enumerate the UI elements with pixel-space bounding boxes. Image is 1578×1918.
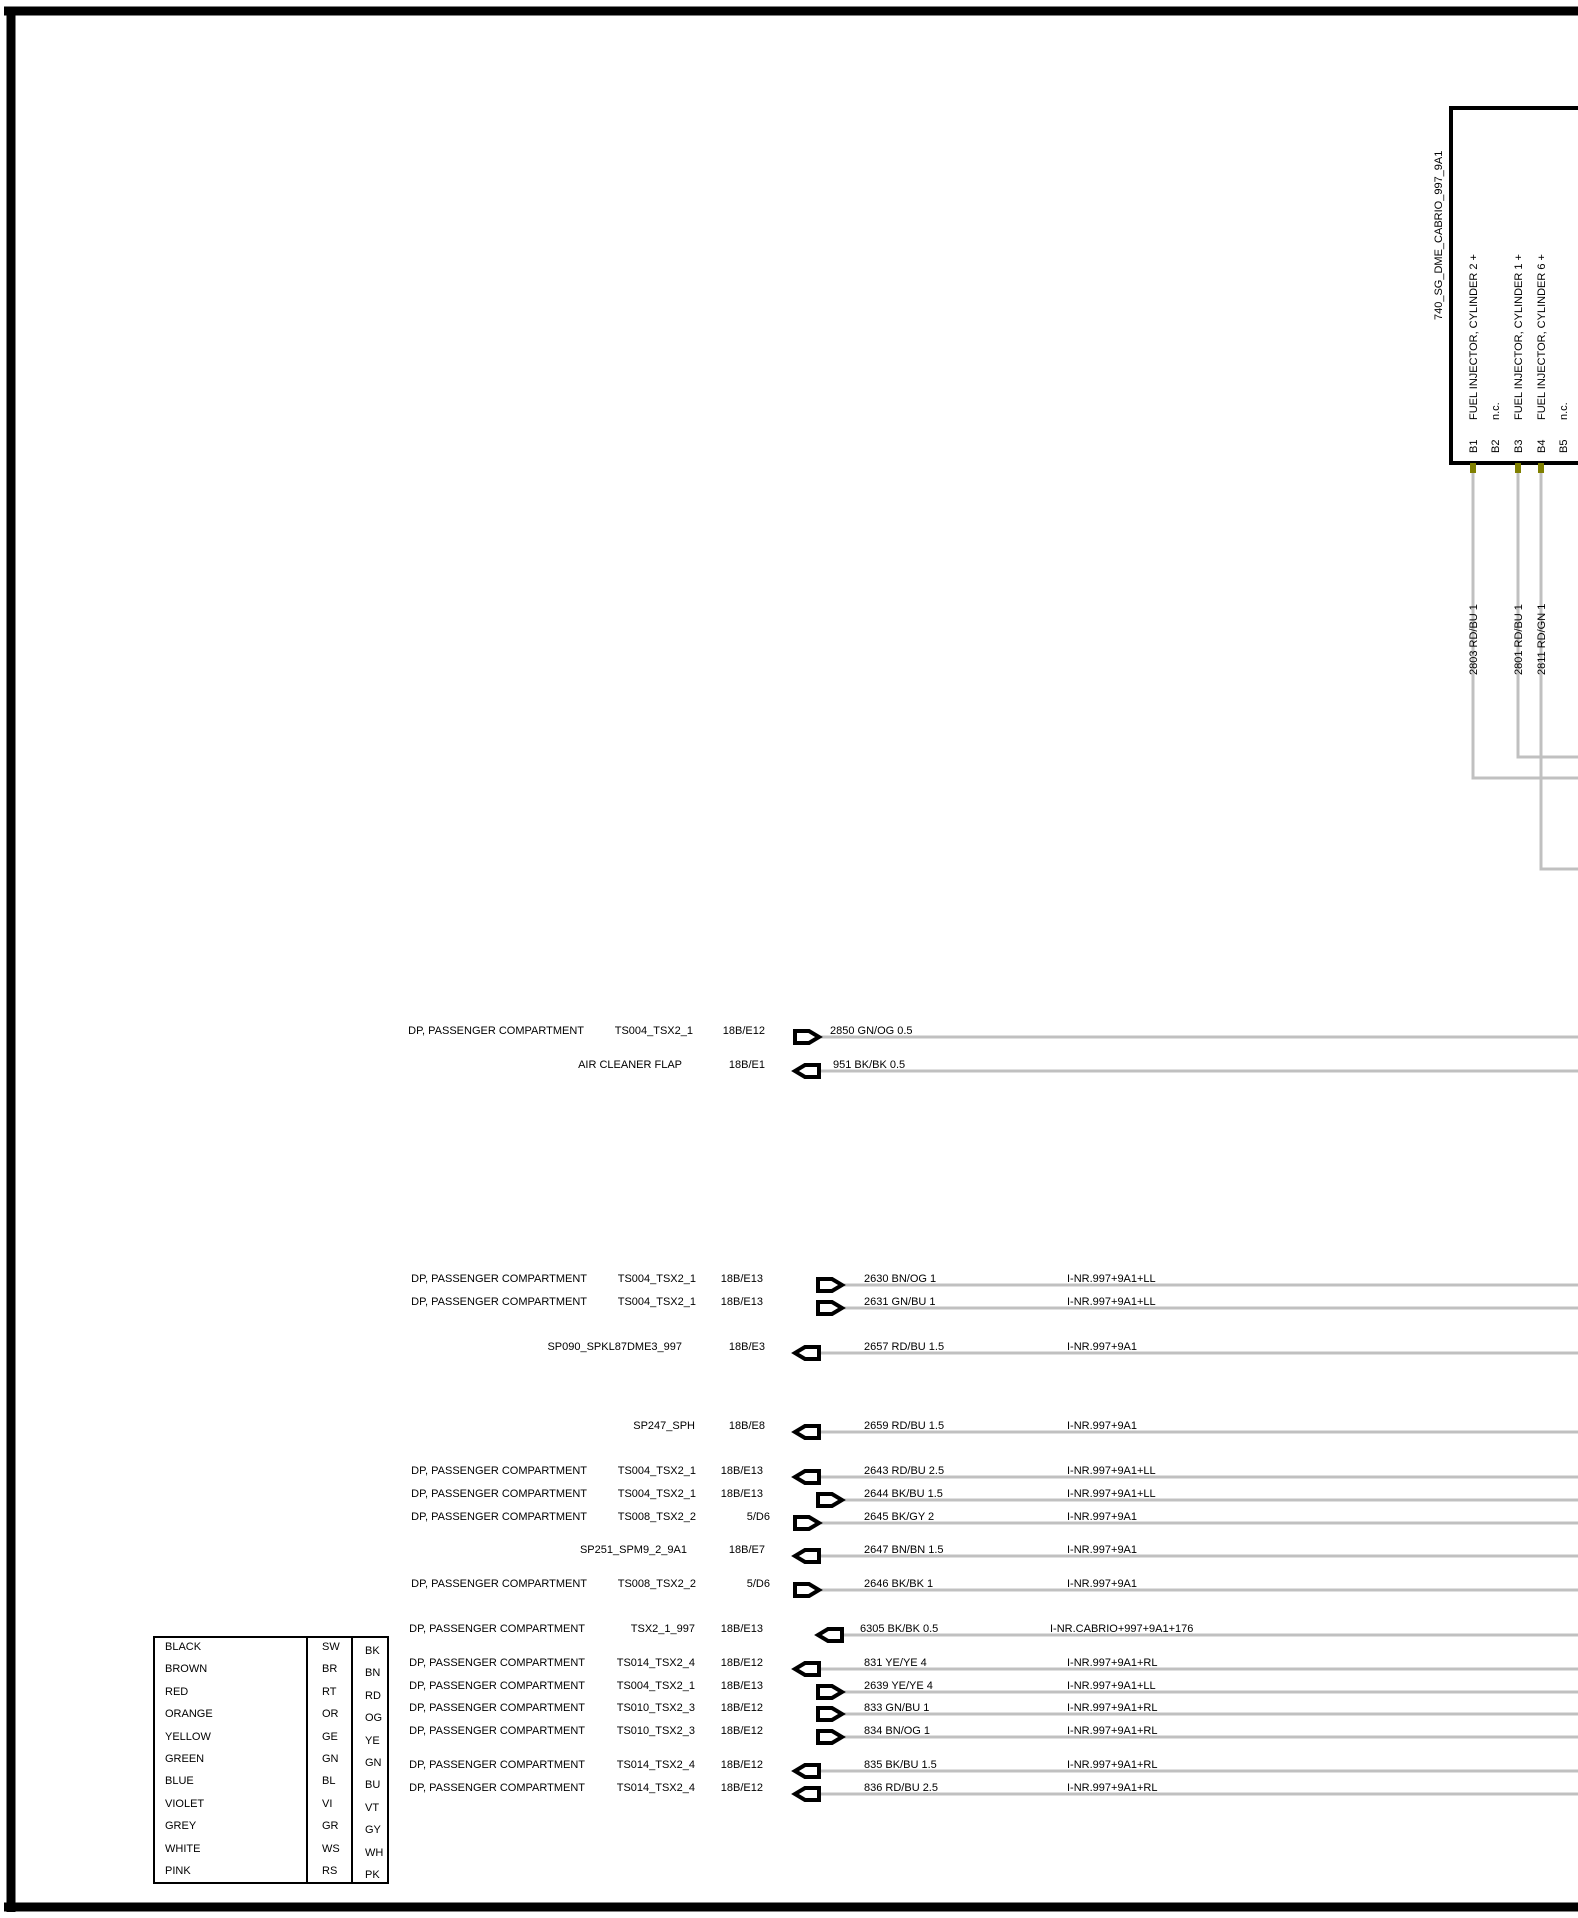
incoming-connector-arrow <box>795 1426 819 1438</box>
pin-group <box>1468 254 1578 869</box>
legend-english-code: BN <box>365 1667 381 1680</box>
legend-german-code: RS <box>322 1865 338 1877</box>
legend-english-code: WH <box>365 1846 384 1859</box>
sheet-frame <box>4 7 1578 1912</box>
legend-color-name: BLUE <box>165 1775 194 1788</box>
pin-terminal <box>1538 463 1544 473</box>
wire-label: 836 RD/BU 2.5 <box>864 1782 938 1794</box>
pin-terminal <box>1515 463 1521 473</box>
connection-description: DP, PASSENGER COMPARTMENT <box>409 1657 585 1669</box>
pin-label: FUEL INJECTOR, CYLINDER 2 + <box>1468 254 1480 420</box>
legend-german-code: VI <box>322 1797 333 1810</box>
legend-color-name: RED <box>165 1685 189 1698</box>
connection-description: DP, PASSENGER COMPARTMENT <box>409 1702 585 1714</box>
grid-reference: 18B/E13 <box>720 1623 763 1635</box>
installation-note: I-NR.997+9A1+RL <box>1067 1702 1158 1714</box>
connection-row <box>409 1725 1578 1743</box>
incoming-connector-arrow <box>818 1629 842 1641</box>
wire-label: 2850 GN/OG 0.5 <box>830 1025 913 1037</box>
grid-reference: 18B/E12 <box>720 1702 763 1714</box>
connection-description: DP, PASSENGER COMPARTMENT <box>409 1680 585 1692</box>
wire-label: 835 BK/BU 1.5 <box>864 1759 937 1771</box>
grid-reference: 18B/E12 <box>720 1759 763 1771</box>
connection-point: TS004_TSX2_1 <box>617 1488 696 1500</box>
legend-english-code: OG <box>365 1712 383 1725</box>
pin-wire <box>1473 473 1578 778</box>
legend-english-code: GY <box>365 1824 381 1837</box>
wire-label: 2643 RD/BU 2.5 <box>864 1465 945 1477</box>
connection-point: TS004_TSX2_1 <box>617 1296 696 1308</box>
wire-label: 2631 GN/BU 1 <box>864 1296 936 1308</box>
connection-description: DP, PASSENGER COMPARTMENT <box>408 1025 584 1037</box>
color-legend <box>153 1636 389 1884</box>
installation-note: I-NR.997+9A1+LL <box>1067 1296 1156 1308</box>
installation-note: I-NR.CABRIO+997+9A1+176 <box>1050 1623 1194 1635</box>
installation-note: I-NR.997+9A1+LL <box>1067 1273 1156 1285</box>
connection-row <box>409 1702 1578 1720</box>
connection-row <box>633 1420 1578 1438</box>
connection-point: TS004_TSX2_1 <box>614 1025 693 1037</box>
legend-german-codes <box>306 1638 353 1882</box>
connection-description: DP, PASSENGER COMPARTMENT <box>411 1296 587 1308</box>
connection-row <box>411 1296 1578 1314</box>
grid-reference: 5/D6 <box>746 1578 770 1590</box>
pin-number: B5 <box>1558 439 1570 453</box>
grid-reference: 18B/E13 <box>720 1273 763 1285</box>
connection-point: TS014_TSX2_4 <box>616 1759 695 1771</box>
connection-row <box>408 1025 1578 1043</box>
connection-description: DP, PASSENGER COMPARTMENT <box>409 1623 585 1635</box>
connection-point: TS014_TSX2_4 <box>616 1782 695 1794</box>
connection-row <box>547 1341 1578 1359</box>
grid-reference: 18B/E13 <box>720 1296 763 1308</box>
wire-label: 833 GN/BU 1 <box>864 1702 930 1714</box>
grid-reference: 18B/E13 <box>720 1680 763 1692</box>
legend-german-code: GN <box>322 1753 339 1765</box>
connection-row <box>409 1680 1578 1698</box>
pin-label: FUEL INJECTOR, CYLINDER 6 + <box>1536 254 1548 420</box>
installation-note: I-NR.997+9A1 <box>1067 1511 1138 1523</box>
legend-color-name: BROWN <box>165 1663 208 1676</box>
grid-reference: 18B/E8 <box>728 1420 765 1432</box>
connection-point: TS010_TSX2_3 <box>616 1725 695 1737</box>
control-unit-block <box>1433 108 1578 463</box>
legend-german-code: BL <box>322 1775 336 1788</box>
installation-note: I-NR.997+9A1 <box>1067 1578 1138 1590</box>
connection-point: TS010_TSX2_3 <box>616 1702 695 1714</box>
incoming-connector-arrow <box>795 1347 819 1359</box>
installation-note: I-NR.997+9A1+RL <box>1067 1759 1158 1771</box>
connection-description: DP, PASSENGER COMPARTMENT <box>409 1725 585 1737</box>
connection-row <box>411 1511 1578 1529</box>
connection-rows <box>408 1025 1578 1800</box>
outgoing-connector-arrow <box>818 1279 842 1291</box>
grid-reference: 18B/E12 <box>722 1025 765 1037</box>
connection-description: DP, PASSENGER COMPARTMENT <box>411 1488 587 1500</box>
wire-label: 2657 RD/BU 1.5 <box>864 1341 945 1353</box>
wire-label: 2659 RD/BU 1.5 <box>864 1420 945 1432</box>
wire-label: 2647 BN/BN 1.5 <box>864 1544 944 1556</box>
pin-number: B1 <box>1468 439 1480 453</box>
legend-english-codes <box>351 1638 387 1882</box>
pin-terminal <box>1470 463 1476 473</box>
incoming-connector-arrow <box>795 1471 819 1483</box>
connection-point: TS014_TSX2_4 <box>616 1657 695 1669</box>
wire-label: 2645 BK/GY 2 <box>864 1511 935 1523</box>
installation-note: I-NR.997+9A1+LL <box>1067 1680 1156 1692</box>
installation-note: I-NR.997+9A1+RL <box>1067 1657 1158 1669</box>
pin-label: n.c. <box>1490 402 1502 420</box>
connection-description: SP251_SPM9_2_9A1 <box>579 1544 687 1556</box>
grid-reference: 18B/E3 <box>728 1341 765 1353</box>
legend-german-code: OR <box>322 1708 339 1721</box>
installation-note: I-NR.997+9A1 <box>1067 1341 1138 1353</box>
connection-point: TS004_TSX2_1 <box>617 1465 696 1477</box>
legend-english-code: RD <box>365 1689 381 1702</box>
legend-color-name: WHITE <box>165 1842 201 1855</box>
installation-note: I-NR.997+9A1 <box>1067 1420 1138 1432</box>
wire-label: 2646 BK/BK 1 <box>864 1578 934 1590</box>
connection-description: DP, PASSENGER COMPARTMENT <box>411 1273 587 1285</box>
installation-note: I-NR.997+9A1+RL <box>1067 1725 1158 1737</box>
legend-color-name: BLACK <box>165 1641 202 1653</box>
pin-number: B4 <box>1536 439 1548 453</box>
wire-label: 834 BN/OG 1 <box>864 1725 931 1737</box>
pin-label: n.c. <box>1558 402 1570 420</box>
grid-reference: 5/D6 <box>746 1511 770 1523</box>
connection-description: DP, PASSENGER COMPARTMENT <box>411 1578 587 1590</box>
legend-german-code: GE <box>322 1730 338 1743</box>
grid-reference: 18B/E13 <box>720 1488 763 1500</box>
connection-row <box>409 1623 1578 1641</box>
legend-german-code: GR <box>322 1820 339 1833</box>
connection-point: TS004_TSX2_1 <box>616 1680 695 1692</box>
legend-german-code: SW <box>322 1641 340 1653</box>
legend-color-names <box>155 1638 306 1882</box>
legend-german-code: WS <box>322 1842 340 1855</box>
legend-color-name: ORANGE <box>165 1708 213 1721</box>
connection-description: AIR CLEANER FLAP <box>578 1059 682 1071</box>
legend-english-code: VT <box>365 1801 380 1814</box>
pin-wire <box>1518 473 1578 757</box>
outgoing-connector-arrow <box>818 1731 842 1743</box>
connection-row <box>411 1488 1578 1506</box>
outgoing-connector-arrow <box>818 1708 842 1720</box>
connection-description: DP, PASSENGER COMPARTMENT <box>411 1511 587 1523</box>
legend-german-code: RT <box>322 1685 337 1698</box>
installation-note: I-NR.997+9A1+LL <box>1067 1465 1156 1477</box>
connection-description: DP, PASSENGER COMPARTMENT <box>411 1465 587 1477</box>
connection-row <box>409 1759 1578 1777</box>
grid-reference: 18B/E13 <box>720 1465 763 1477</box>
outgoing-connector-arrow <box>818 1302 842 1314</box>
outgoing-connector-arrow <box>818 1494 842 1506</box>
grid-reference: 18B/E12 <box>720 1657 763 1669</box>
wire-label: 831 YE/YE 4 <box>864 1657 927 1669</box>
incoming-connector-arrow <box>795 1065 819 1077</box>
connection-point: TS008_TSX2_2 <box>617 1578 696 1590</box>
grid-reference: 18B/E1 <box>728 1059 765 1071</box>
legend-german-code: BR <box>322 1663 338 1676</box>
installation-note: I-NR.997+9A1+RL <box>1067 1782 1158 1794</box>
connection-row <box>411 1578 1578 1596</box>
legend-color-name: PINK <box>165 1865 191 1877</box>
connection-description: SP247_SPH <box>633 1420 695 1432</box>
installation-note: I-NR.997+9A1+LL <box>1067 1488 1156 1500</box>
wire-label: 2639 YE/YE 4 <box>864 1680 933 1692</box>
legend-color-name: VIOLET <box>165 1797 205 1810</box>
outgoing-connector-arrow <box>795 1517 819 1529</box>
grid-reference: 18B/E7 <box>728 1544 765 1556</box>
pin-wire-label: 2803 RD/BU 1 <box>1468 604 1480 675</box>
legend-english-code: GN <box>365 1757 382 1769</box>
outgoing-connector-arrow <box>795 1031 819 1043</box>
pin-number: B2 <box>1490 439 1502 453</box>
incoming-connector-arrow <box>795 1788 819 1800</box>
connection-description: DP, PASSENGER COMPARTMENT <box>409 1782 585 1794</box>
legend-color-name: GREY <box>165 1820 197 1833</box>
connection-row <box>578 1059 1578 1077</box>
connection-row <box>580 1544 1578 1562</box>
connection-description: DP, PASSENGER COMPARTMENT <box>409 1759 585 1771</box>
legend-english-code: YE <box>365 1734 380 1747</box>
legend-english-code: BU <box>365 1779 381 1792</box>
pin-wire-label: 2801 RD/BU 1 <box>1513 604 1525 675</box>
connection-point: TSX2_1_997 <box>630 1623 695 1635</box>
wire-label: 951 BK/BK 0.5 <box>833 1059 906 1071</box>
installation-note: I-NR.997+9A1 <box>1067 1544 1138 1556</box>
connection-row <box>409 1657 1578 1675</box>
grid-reference: 18B/E12 <box>720 1782 763 1794</box>
incoming-connector-arrow <box>795 1663 819 1675</box>
connection-description: SP090_SPKL87DME3_997 <box>547 1341 682 1353</box>
wire-label: 6305 BK/BK 0.5 <box>860 1623 939 1635</box>
incoming-connector-arrow <box>795 1765 819 1777</box>
connection-point: TS004_TSX2_1 <box>617 1273 696 1285</box>
connection-point: TS008_TSX2_2 <box>617 1511 696 1523</box>
connection-row <box>411 1273 1578 1291</box>
grid-reference: 18B/E12 <box>720 1725 763 1737</box>
connection-row <box>411 1465 1578 1483</box>
pin-wire-label: 2811 RD/GN 1 <box>1536 603 1548 675</box>
legend-english-code: BK <box>365 1645 380 1657</box>
pin-number: B3 <box>1513 439 1525 453</box>
outgoing-connector-arrow <box>795 1584 819 1596</box>
legend-english-code: PK <box>365 1869 380 1881</box>
legend-color-name: GREEN <box>165 1753 205 1765</box>
wire-label: 2644 BK/BU 1.5 <box>864 1488 943 1500</box>
legend-color-name: YELLOW <box>165 1730 211 1743</box>
pin-label: FUEL INJECTOR, CYLINDER 1 + <box>1513 254 1525 420</box>
incoming-connector-arrow <box>795 1550 819 1562</box>
control-unit-name: 740_SG_DME_CABRIO_997_9A1 <box>1433 150 1445 320</box>
wire-label: 2630 BN/OG 1 <box>864 1273 937 1285</box>
connection-row <box>409 1782 1578 1800</box>
outgoing-connector-arrow <box>818 1686 842 1698</box>
